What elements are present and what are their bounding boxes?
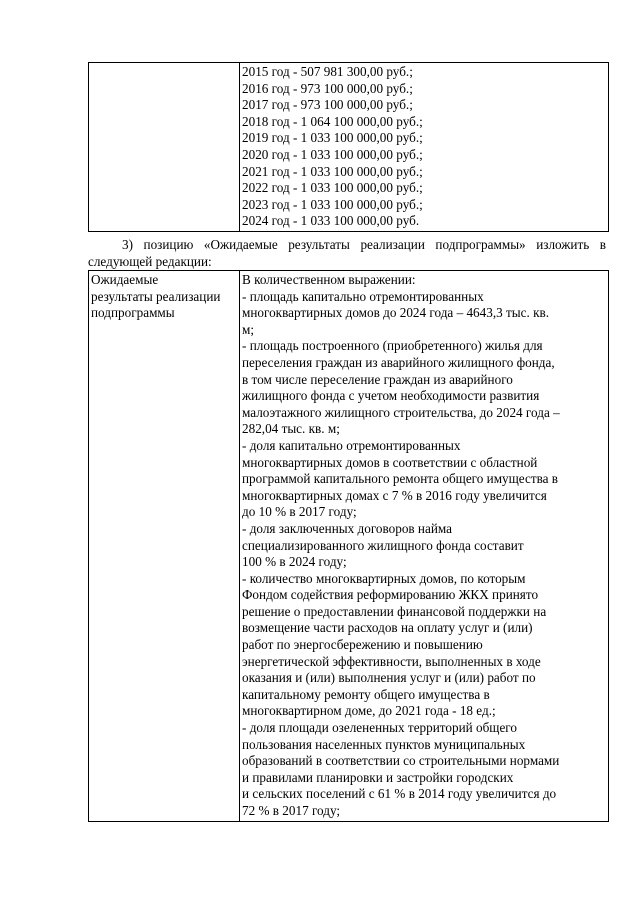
results-line: специализированного жилищного фонда составит: [242, 537, 524, 553]
results-line: пользования населенных пунктов муниципальных: [242, 736, 526, 752]
results-line: - доля площади озелененных территорий общего: [242, 720, 517, 736]
results-line: энергетической эффективности, выполненных в ходе: [242, 653, 541, 669]
results-line: до 10 % в 2017 году;: [242, 504, 357, 520]
results-label-line: подпрограммы: [91, 305, 175, 321]
budget-year-line: 2017 год - 973 100 000,00 руб.;: [242, 97, 413, 113]
results-line: капитальному ремонту общего имущества в: [242, 686, 490, 702]
results-label-line: результаты реализации: [91, 288, 221, 304]
results-line: решение о предоставлении финансовой поддержки на: [242, 603, 547, 619]
budget-table: [88, 62, 609, 232]
results-line: 72 % в 2017 году;: [242, 803, 341, 818]
results-line: - площадь построенного (приобретенного) жилья для: [242, 338, 543, 354]
budget-year-line: 2020 год - 1 033 100 000,00 руб.;: [242, 146, 423, 162]
intro-line-1: 3) позицию «Ожидаемые результаты реализации подпрограммы»: [122, 237, 526, 252]
results-table: [88, 270, 609, 822]
results-line: жилищного фонда с учетом необходимости развития: [242, 388, 540, 404]
budget-label-cell: [89, 63, 240, 232]
intro-line-2: изложить в следующей редакции:: [88, 237, 606, 269]
results-line: в том числе переселение граждан из аварийного: [242, 371, 513, 387]
results-line: многоквартирном доме, до 2021 года - 18 ед.;: [242, 703, 496, 719]
results-line: программой капитального ремонта общего имущества в: [242, 471, 559, 487]
results-line: 100 % в 2024 году;: [242, 554, 347, 570]
results-line: возмещение части расходов на оплату услуг и (или): [242, 620, 533, 636]
budget-year-line: 2015 год - 507 981 300,00 руб.;: [242, 64, 413, 79]
results-line: и правилами планировки и застройки городских: [242, 769, 514, 785]
results-line: В количественном выражении:: [242, 272, 416, 287]
results-line: многоквартирных домов до 2024 года – 4643,3 тыс. кв.: [242, 305, 550, 321]
results-line: м;: [242, 321, 255, 337]
budget-year-line: 2022 год - 1 033 100 000,00 руб.;: [242, 180, 423, 196]
results-line: многоквартирных домов в соответствии с областной: [242, 454, 538, 470]
budget-year-line: 2016 год - 973 100 000,00 руб.;: [242, 80, 413, 96]
results-line: многоквартирных домах с 7 % в 2016 году увеличится: [242, 487, 547, 503]
budget-year-line: 2019 год - 1 033 100 000,00 руб.;: [242, 130, 423, 146]
intro-paragraph: [88, 237, 606, 270]
results-line: оказания и (или) выполнения услуг и (или) работ по: [242, 670, 536, 686]
budget-values-cell: [240, 63, 609, 232]
results-line: и сельских поселений с 61 % в 2014 году увеличится до: [242, 786, 557, 802]
budget-year-line: 2023 год - 1 033 100 000,00 руб.;: [242, 196, 423, 212]
results-line: 282,04 тыс. кв. м;: [242, 421, 340, 437]
results-line: - доля капитально отремонтированных: [242, 437, 461, 453]
results-line: малоэтажного жилищного строительства, до 2024 года –: [242, 404, 560, 420]
table-row: [89, 63, 609, 232]
budget-year-line: 2018 год - 1 064 100 000,00 руб.;: [242, 113, 423, 129]
results-label-cell: [89, 271, 240, 822]
budget-year-line: 2021 год - 1 033 100 000,00 руб.;: [242, 163, 423, 179]
results-line: Фондом содействия реформированию ЖКХ принято: [242, 587, 539, 603]
results-content-cell: [240, 271, 609, 822]
table-row: [89, 271, 609, 822]
results-line: переселения граждан из аварийного жилищного фонда,: [242, 354, 555, 370]
results-line: работ по энергосбережению и повышению: [242, 637, 483, 653]
results-line: - площадь капитально отремонтированных: [242, 288, 484, 304]
budget-year-line: 2024 год - 1 033 100 000,00 руб.: [242, 213, 420, 229]
results-line: образований в соответствии со строительными нормами: [242, 753, 560, 769]
results-label-line: Ожидаемые: [91, 272, 159, 287]
results-line: - доля заключенных договоров найма: [242, 520, 453, 536]
results-line: - количество многоквартирных домов, по которым: [242, 570, 526, 586]
